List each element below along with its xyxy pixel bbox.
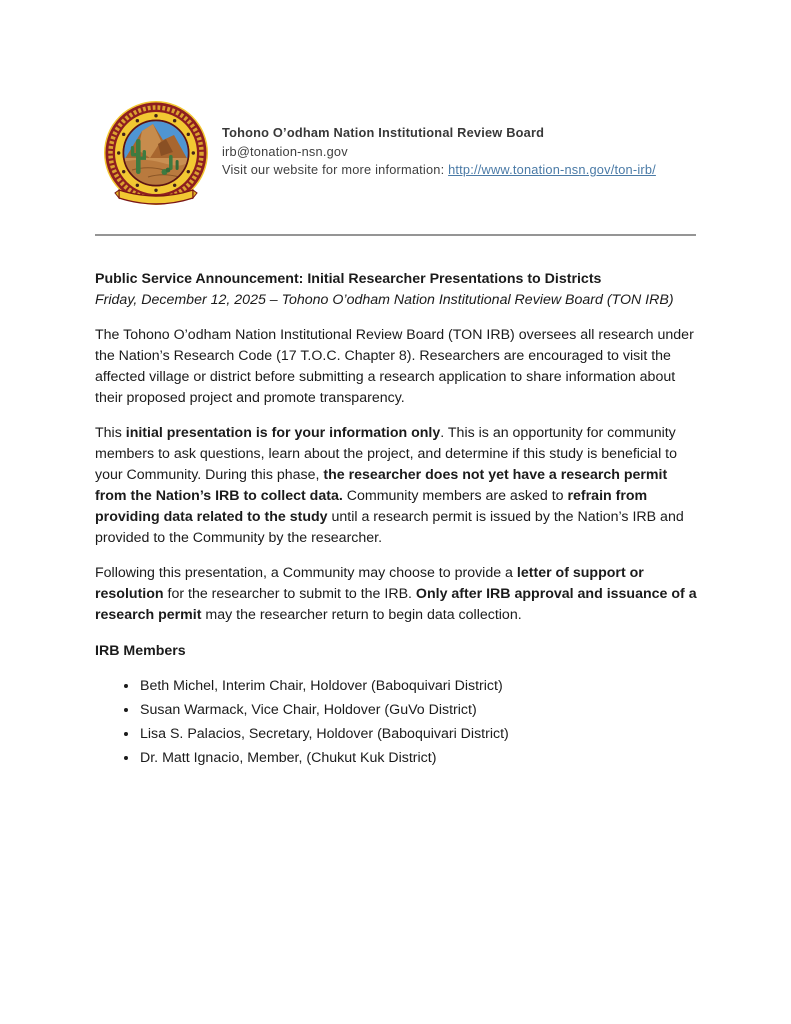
member-item: • Susan Warmack, Vice Chair, Holdover (GuVo District) — [139, 700, 698, 721]
member-item: • Dr. Matt Ignacio, Member, (Chukut Kuk District) — [139, 748, 698, 769]
document-title: Public Service Announcement: Initial Researcher Presentations to Districts — [95, 271, 602, 287]
members-list — [95, 676, 698, 769]
website-line — [222, 161, 656, 180]
paragraph-overview: The Tohono O’odham Nation Institutional Review Board (TON IRB) oversees all research under the Nation’s Research Code (17 T.O.C. Chapter 8). Researchers are encouraged to visit the affected village or district before submitting a research application to share information about their proposed project and promote transparency. — [95, 327, 694, 407]
member-item: • Lisa S. Palacios, Secretary, Holdover (Baboquivari District) — [139, 724, 698, 745]
letterhead-divider — [95, 234, 696, 236]
paragraph-initial-presentation: This initial presentation is for your information only. This is an opportunity for community members to ask questions, learn about the project, and determine if this study is beneficial to your Community. During this phase, the researcher does not yet have a research permit from the Nation’s IRB to collect data. Community members are asked to refrain from providing data related to the study until a research permit is issued by the Nation’s IRB and provided to the Community by the researcher. — [95, 425, 684, 546]
website-label: Visit our website for more information: — [222, 162, 449, 177]
members-heading: IRB Members — [95, 642, 186, 659]
letterhead-text — [222, 100, 656, 180]
paragraph-following-presentation: Following this presentation, a Community may choose to provide a letter of support or resolution for the researcher to submit to the IRB. Only after IRB approval and issuance of a research permit may the researcher return to begin data collection. — [95, 565, 697, 624]
org-email: irb@tonation-nsn.gov — [222, 143, 348, 159]
tohono-oodham-nation-seal-icon — [103, 100, 209, 212]
document-body — [95, 269, 698, 772]
document-dateline: Friday, December 12, 2025 – Tohono O’odham Nation Institutional Review Board (TON IRB) — [95, 291, 674, 308]
member-item: • Beth Michel, Interim Chair, Holdover (Baboquivari District) — [139, 676, 698, 697]
letterhead — [103, 100, 656, 212]
website-link[interactable]: http://www.tonation-nsn.gov/ton-irb/ — [448, 162, 656, 177]
org-name: Tohono O’odham Nation Institutional Review Board — [222, 125, 545, 140]
